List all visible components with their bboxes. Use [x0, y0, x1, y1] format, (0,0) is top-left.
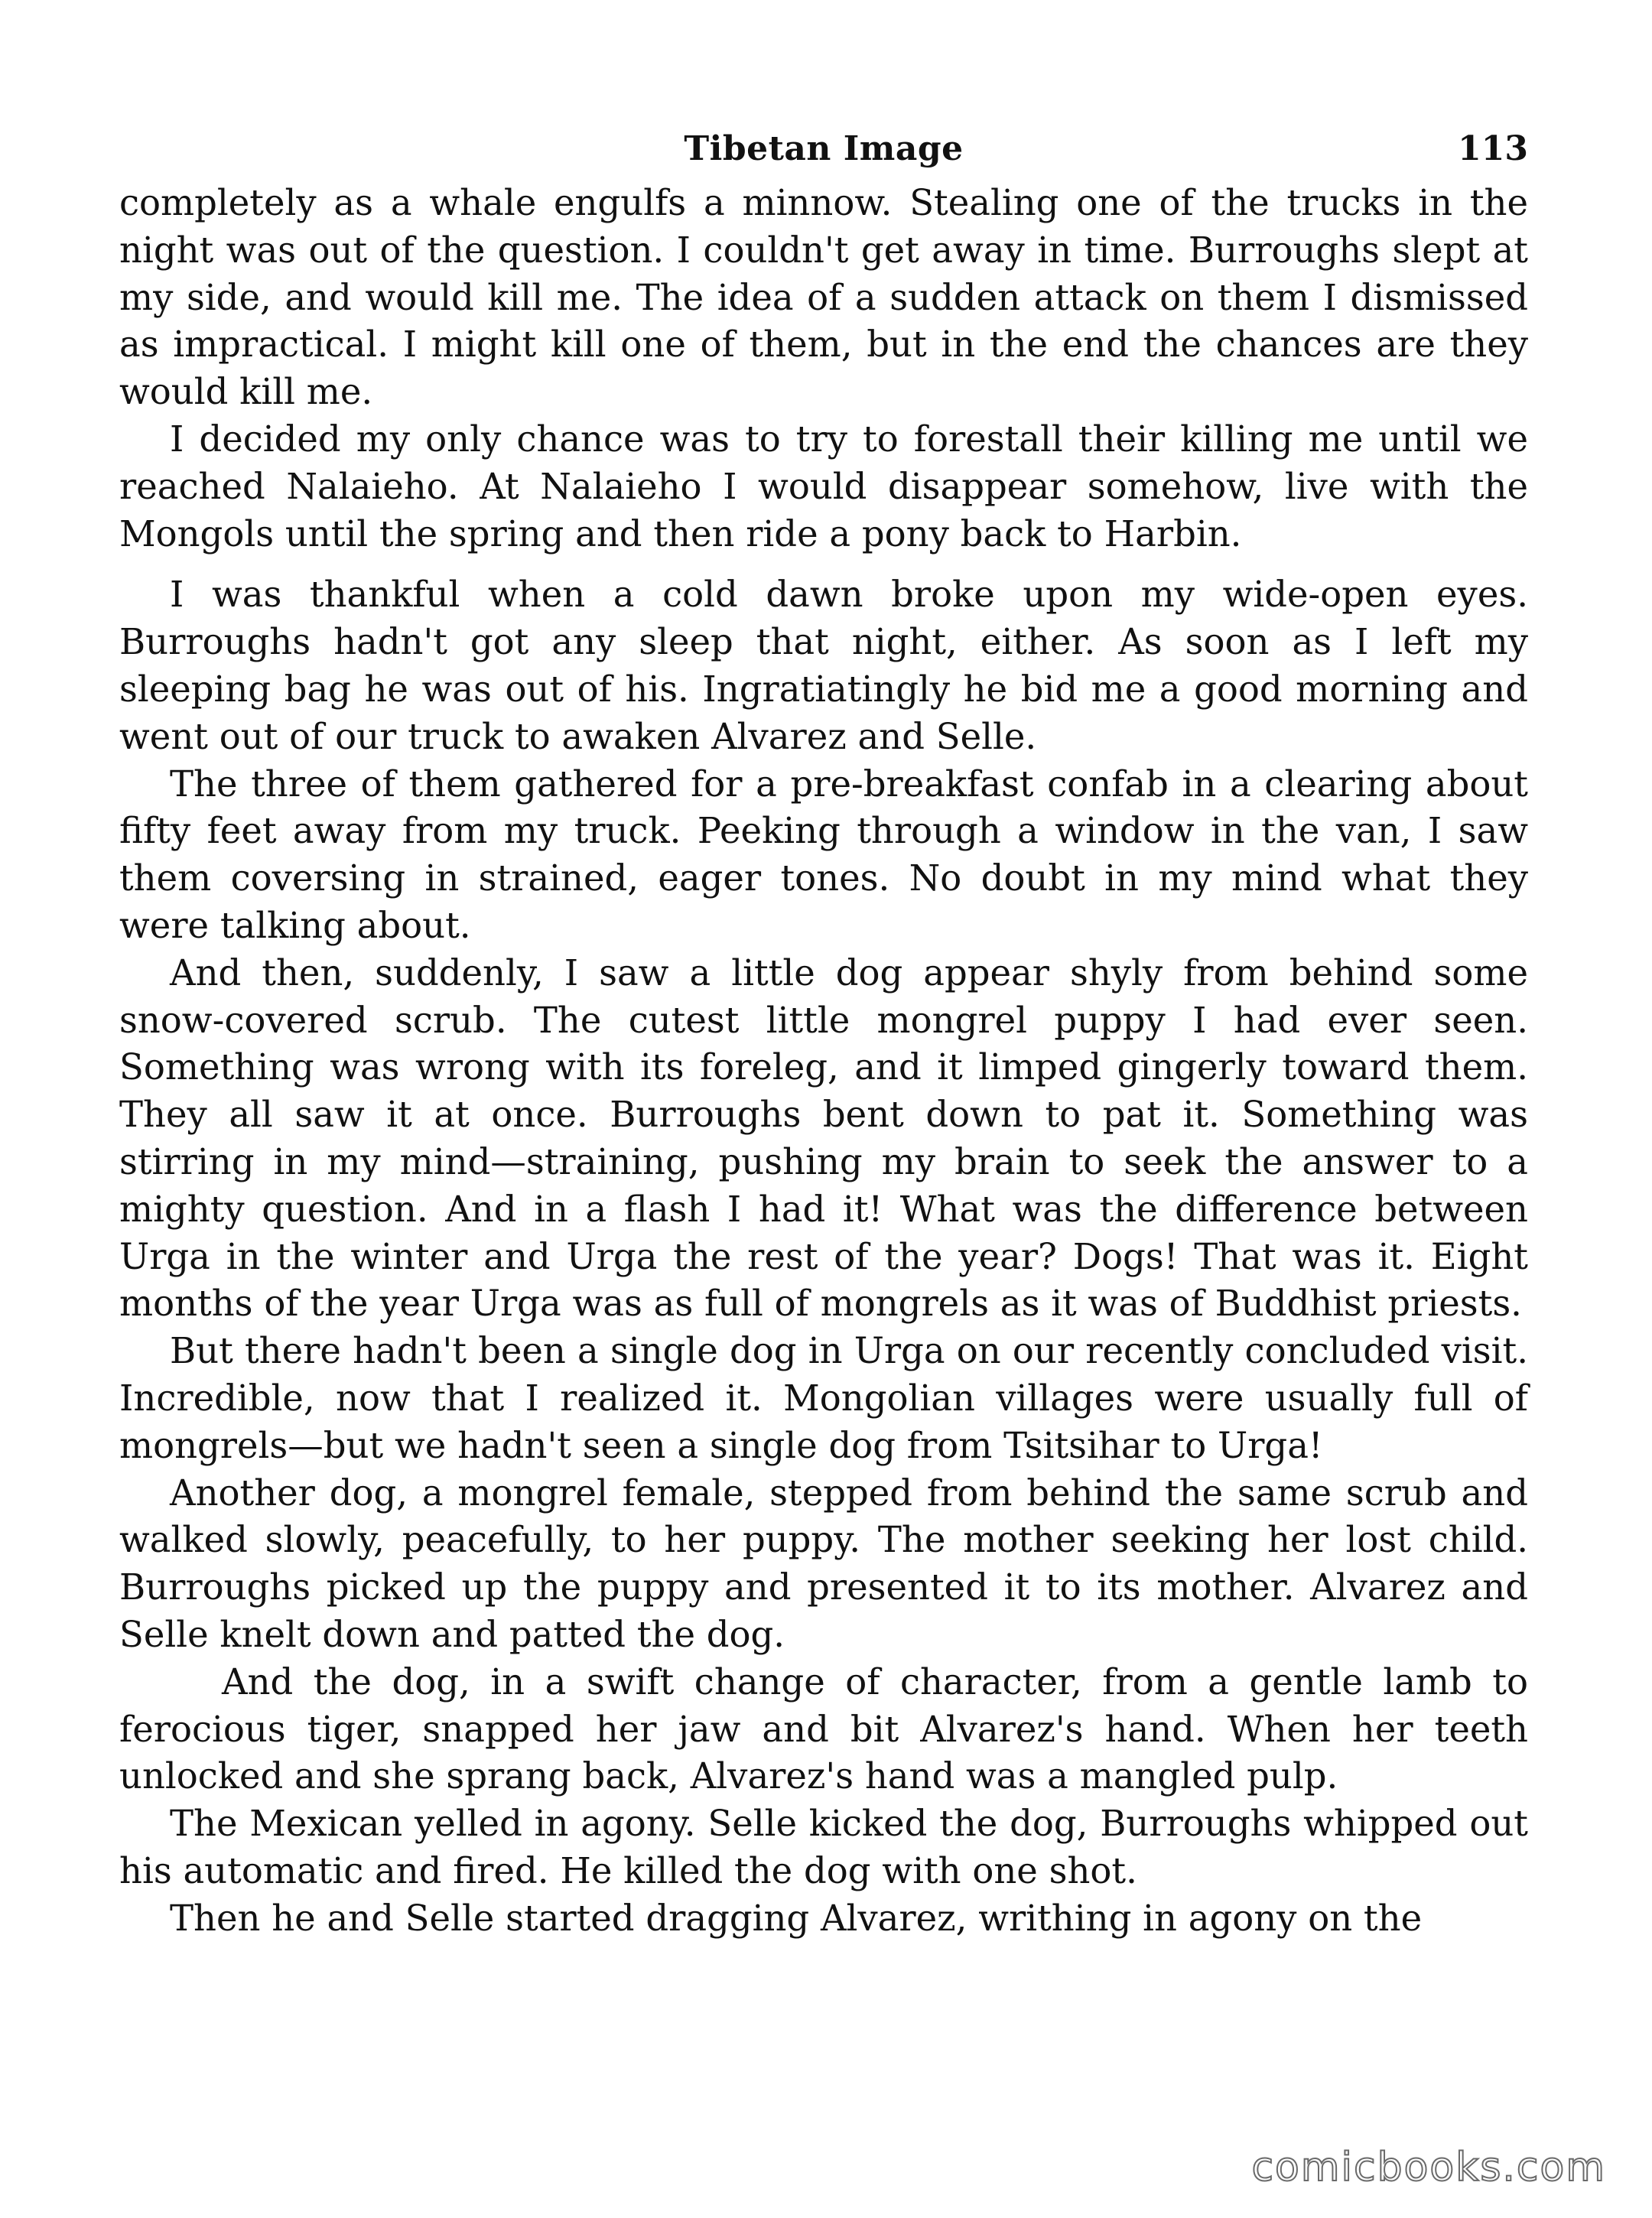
page-body-text	[119, 180, 1528, 1942]
paragraph: Another dog, a mongrel female, stepped from behind the same scrub and walked slowly, peacefully, to her puppy. The mother seeking her lost child. Burroughs picked up the puppy and presented it to its mother. Alvarez and Selle knelt down and patted the dog.	[119, 1472, 1528, 1655]
paragraph: And then, suddenly, I saw a little dog appear shyly from behind some snow-covered scrub. The cutest little mongrel puppy I had ever seen. Something was wrong with its foreleg, and it limped gingerly toward them. They all saw it at once. Burroughs bent down to pat it. Something was stirring in my mind—straining, pushing my brain to seek the answer to a mighty question. And in a flash I had it! What was the difference between Urga in the winter and Urga the rest of the year? Dogs! That was it. Eight months of the year Urga was as full of mongrels as it was of Buddhist priests.	[119, 951, 1528, 1325]
paragraph: But there hadn't been a single dog in Urga on our recently concluded visit. Incredible, now that I realized it. Mongolian villages were usually full of mongrels—but we hadn't seen a single dog from Tsitsihar to Urga!	[119, 1330, 1528, 1466]
running-header	[119, 122, 1528, 176]
watermark: comicbooks.com	[1251, 2145, 1606, 2190]
page-number: 113	[1458, 129, 1528, 168]
paragraph: And the dog, in a swift change of character, from a gentle lamb to ferocious tiger, snapped her jaw and bit Alvarez's hand. When her teeth unlocked and she sprang back, Alvarez's hand was a mangled pulp.	[119, 1660, 1528, 1797]
paragraph: I was thankful when a cold dawn broke upon my wide-open eyes. Burroughs hadn't got any sleep that night, either. As soon as I left my sleeping bag he was out of his. Ingratiatingly he bid me a good morning and went out of our truck to awaken Alvarez and Selle.	[119, 574, 1528, 757]
running-title: Tibetan Image	[684, 129, 964, 168]
paragraph-continued: completely as a whale engulfs a minnow. Stealing one of the trucks in the night was out of the question. I couldn't get away in time. Burroughs slept at my side, and would kill me. The idea of a sudden attack on them I dismissed as impractical. I might kill one of them, but in the end the chances are they would kill me.	[119, 182, 1528, 413]
paragraph: I decided my only chance was to try to forestall their killing me until we reached Nalaieho. At Nalaieho I would disappear somehow, live with the Mongols until the spring and then ride a pony back to Harbin.	[119, 418, 1528, 554]
paragraph: The three of them gathered for a pre-breakfast confab in a clearing about fifty feet away from my truck. Peeking through a window in the van, I saw them coversing in strained, eager tones. No doubt in my mind what they were talking about.	[119, 763, 1528, 946]
paragraph: Then he and Selle started dragging Alvarez, writhing in agony on the	[170, 1897, 1423, 1939]
paragraph: The Mexican yelled in agony. Selle kicked the dog, Burroughs whipped out his automatic and fired. He killed the dog with one shot.	[119, 1803, 1528, 1891]
